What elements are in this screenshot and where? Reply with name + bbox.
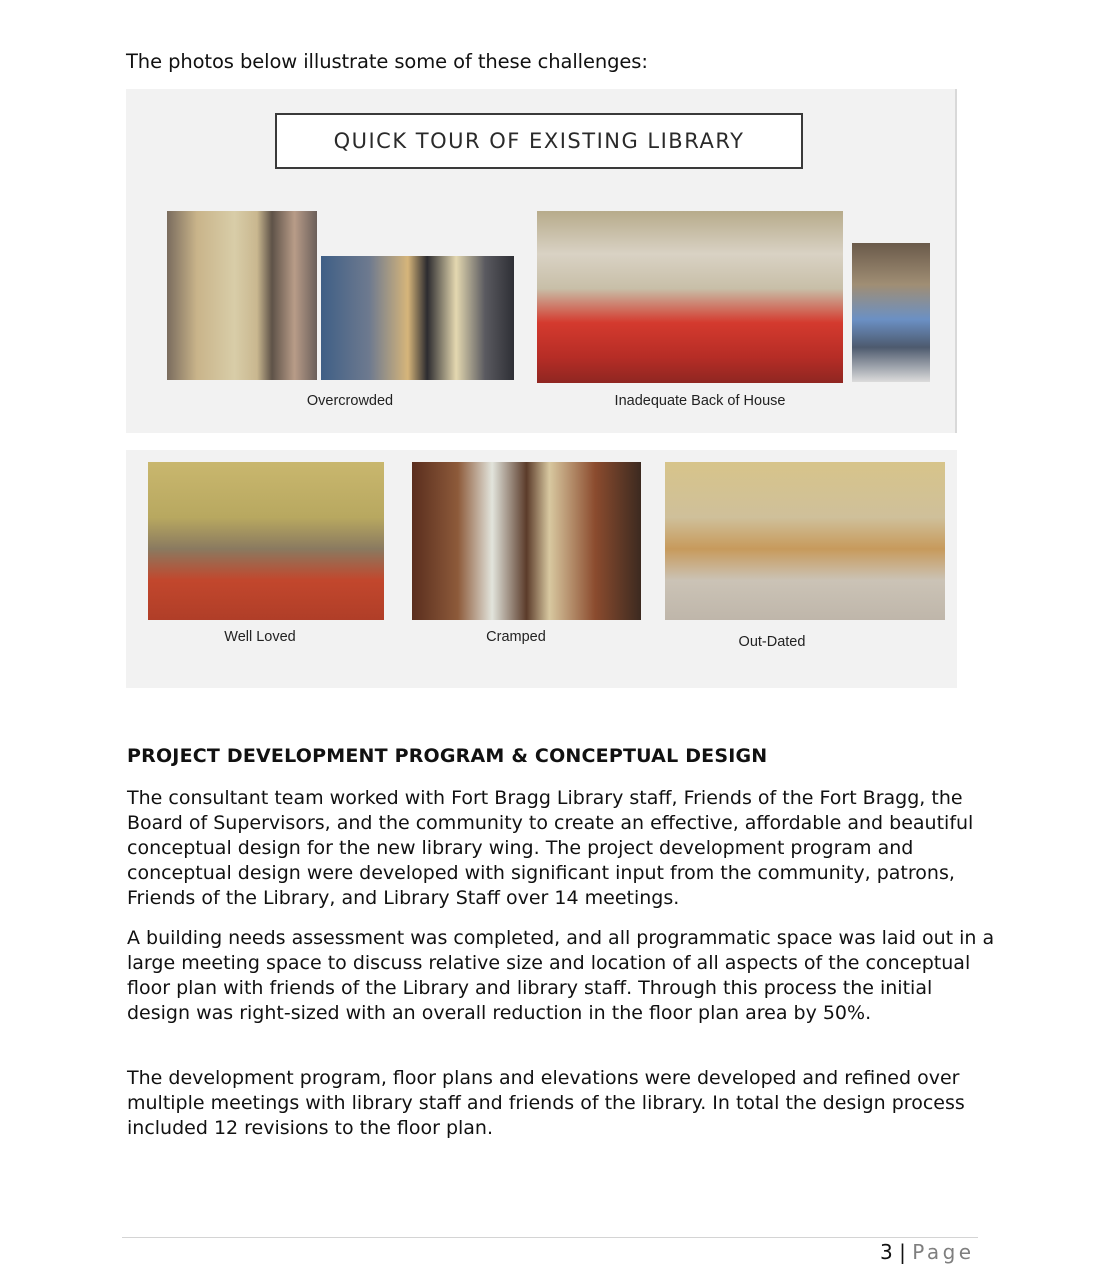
paragraph-3: The development program, floor plans and elevations were developed and refined over multiple meetings with library staff and friends of the library. In total the design process included 12 revisions to the floor plan. — [127, 1067, 965, 1139]
photo-out-dated — [665, 462, 945, 620]
caption-overcrowded: Overcrowded — [306, 393, 394, 409]
paragraph-2: A building needs assessment was completed, and all programmatic space was laid out in a large meeting space to discuss relative size and location of all aspects of the conceptual floor plan with friends of the Library and library staff. Through this process the initial design was right-sized with an overall reduction in the floor plan area by 50%. — [127, 927, 995, 1024]
footer-divider — [122, 1237, 978, 1238]
section-heading: PROJECT DEVELOPMENT PROGRAM & CONCEPTUAL DESIGN — [127, 745, 768, 767]
page-number: 3 — [880, 1240, 893, 1264]
photo-cramped — [412, 462, 641, 620]
photo-back-of-house-desk — [537, 211, 843, 383]
page-separator: | — [892, 1240, 913, 1264]
photo-well-loved — [148, 462, 384, 620]
caption-back-of-house: Inadequate Back of House — [614, 393, 786, 409]
paragraph-1: The consultant team worked with Fort Bragg Library staff, Friends of the Fort Bragg, the Board of Supervisors, and the community to create an effective, affordable and beautiful conceptual design for the new library wing. The project development program and conceptual design were developed with significant input from the community, patrons, Friends of the Library, and Library Staff over 14 meetings. — [127, 787, 974, 909]
tour-title: QUICK TOUR OF EXISTING LIBRARY — [333, 129, 745, 153]
photo-overcrowded-copier — [321, 256, 514, 380]
tour-title-box — [275, 113, 803, 169]
caption-well-loved: Well Loved — [224, 629, 296, 645]
page-footer — [880, 1240, 975, 1264]
photo-overcrowded-aisle — [167, 211, 317, 380]
caption-cramped: Cramped — [486, 629, 546, 645]
caption-out-dated: Out-Dated — [738, 634, 806, 650]
photo-back-of-house-storage — [852, 243, 930, 382]
intro-text: The photos below illustrate some of these challenges: — [126, 50, 648, 73]
page-label: Page — [912, 1240, 975, 1264]
